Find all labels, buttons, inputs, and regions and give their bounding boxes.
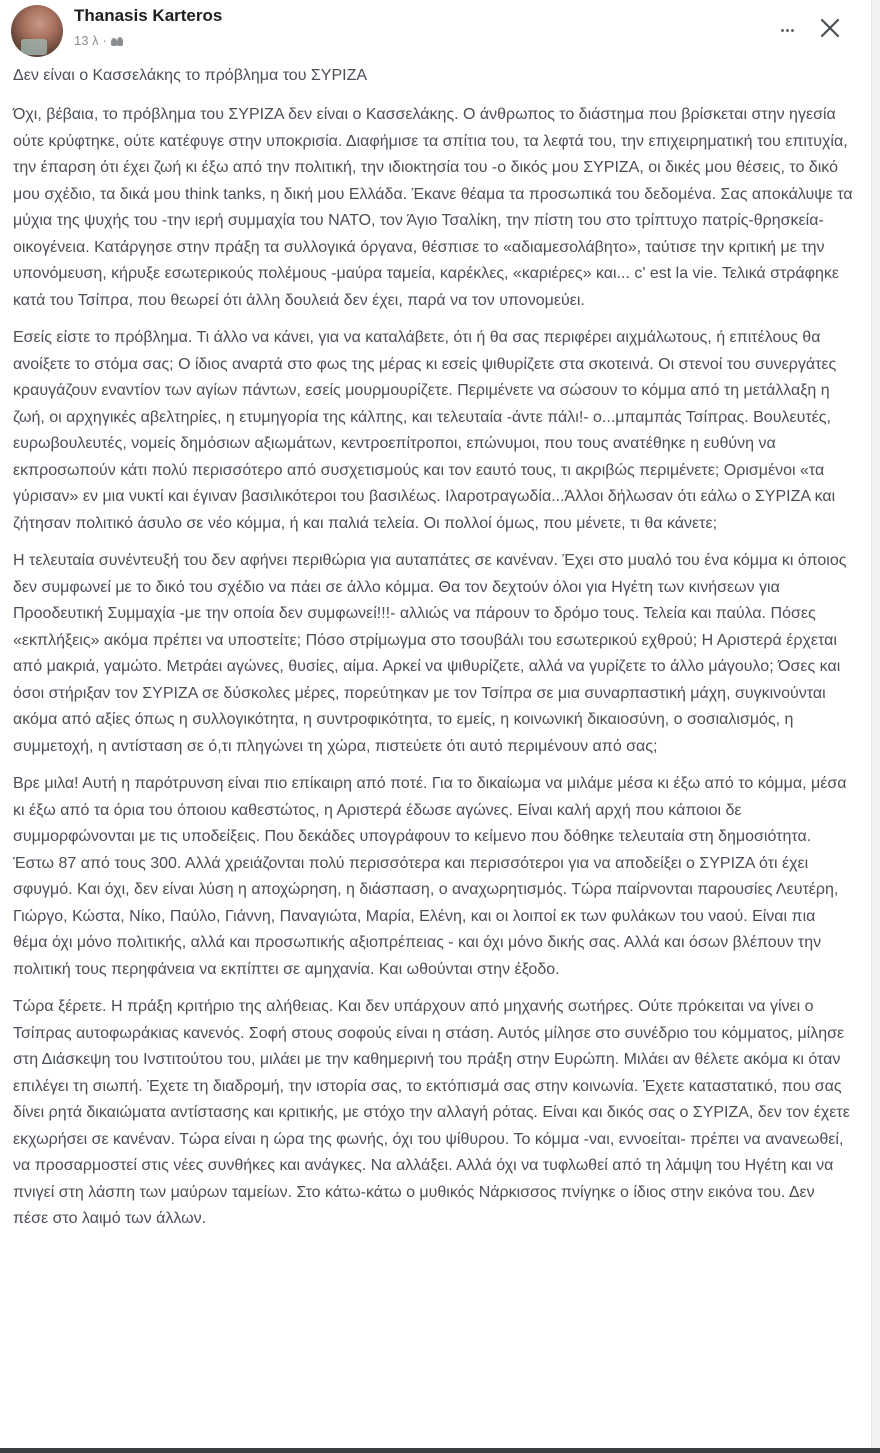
author-name[interactable]: Thanasis Karteros xyxy=(74,6,223,25)
post-paragraph: Τώρα ξέρετε. Η πράξη κριτήριο της αλήθειας. Και δεν υπάρχουν από μηχανής σωτήρες. Ούτε πρόκειται να γίνει ο Τσίπρας αυτοφωράκιας κανενός. Σοφή στους σοφούς είναι η στάση. Αυτός μίλησε στο συνέδριο του κόμματος, μίλησε στη Διάσκεψη του Ινστιτούτου του, μιλάει με την καθημερινή του πράξη στην Ευρώπη. Μιλάει αν θέλετε ακόμα κι όταν επιλέγει τη σιωπή. Έχετε τη διαδρομή, την ιστορία σας, το εκτόπισμά σας στην κοινωνία. Έχετε καταστατικό, που σας δίνει ρητά δικαιώματα αντίστασης και κριτικής, με στόχο την αλλαγή ρότας. Είναι και δικός σας ο ΣΥΡΙΖΑ, δεν τον έχετε εκχωρήσει σε κανέναν. Τώρα είναι η ώρα της φωνής, όχι του ψίθυρου. Το κόμμα -ναι, εννοείται- πρέπει να ανανεωθεί, να προσαρμοστεί στις νέες συνθήκες και ανάγκες. Να αλλάξει. Αλλά όχι να τυφλωθεί από τη λάμψη του Ηγέτη και να πνιγεί στη λάσπη των μαύρων ταμείων. Στο κάτω-κάτω ο μυθικός Νάρκισσος πνίγηκε ο ίδιος στην εικόνα του. Δεν πέσε στο λαιμό των άλλων. xyxy=(13,998,850,1227)
post-paragraph: Βρε μιλα! Αυτή η παρότρυνση είναι πιο επίκαιρη από ποτέ. Για το δικαίωμα να μιλάμε μέσα κι έξω από το κόμμα, μέσα κι έξω από τα όρια του όποιου καθεστώτος, η Αριστερά έδωσε αγώνες. Είναι καλή αρχή που κάποιοι δε συμμορφώνονται με τις υποδείξεις. Που δεκάδες υπογράφουν το κείμενο που δόθηκε τελευταία στη δημοσιότητα. Έστω 87 από τους 300. Αλλά χρειάζονται πολύ περισσότερα και περισσότεροι για να αποδείξει ο ΣΥΡΙΖΑ ότι έχει σφυγμό. Και όχι, δεν είναι λύση η αποχώρηση, η διάσπαση, ο αναχωρητισμός. Τώρα παίρνονται παρουσίες Λευτέρη, Γιώργο, Κώστα, Νίκο, Παύλο, Γιάννη, Παναγιώτα, Μαρία, Ελένη, και οι λοιποί εκ των φυλάκων του ναού. Είναι πια θέμα όχι μόνο πολιτικής, αλλά και προσωπικής αξιοπρέπειας - και όχι μόνο δικής σας. Αλλά και όσων βλέπουν την πολιτική τους περηφάνεια να εκπίπτει σε αμηχανία. Και ωθούνται στην έξοδο. xyxy=(13,775,847,978)
post-paragraph: Όχι, βέβαια, το πρόβλημα του ΣΥΡΙΖΑ δεν είναι ο Κασσελάκης. Ο άνθρωπος το διάστημα που βρίσκεται στην ηγεσία ούτε κρύφτηκε, ούτε κατέφυγε στην υποκρισία. Διαφήμισε τα σπίτια του, τα λεφτά του, την επιχειρηματική του επιτυχία, την έπαρση ότι έχει ζωή κι έξω από την πολιτική, την ιδιοκτησία του -ο δικός μου ΣΥΡΙΖΑ, οι δικές μου θέσεις, το δικό μου σχέδιο, τα δικά μου think tanks, η δική μου Ελλάδα. Έκανε θέαμα τα προσωπικά του δεδομένα. Σας αποκάλυψε τα μύχια της ψυχής του -την ιερή συμμαχία του ΝΑΤΟ, τον Άγιο Τσαλίκη, την πίστη του στο τρίπτυχο πατρίς-θρησκεία-οικογένεια. Κατάργησε στην πράξη τα συλλογικά όργανα, θέσπισε το «αδιαμεσολάβητο», ταύτισε την κριτική με την υπονόμευση, κήρυξε εσωτερικούς πολέμους -μαύρα ταμεία, καρέκλες, «καριέρες» και... c' est la vie. Τελικά στράφηκε κατά του Τσίπρα, που θεωρεί ότι άλλη δουλειά δεν έχει, παρά να τον υπονομεύει. xyxy=(13,106,853,309)
more-horizontal-icon xyxy=(781,29,784,32)
bottom-bar xyxy=(0,1448,880,1453)
post-paragraph: Η τελευταία συνέντευξή του δεν αφήνει περιθώρια για αυταπάτες σε κανέναν. Έχει στο μυαλό του ένα κόμμα κι όποιος δεν συμφωνεί με το δικό του σχέδιο να πάει σε άλλο κόμμα. Θα τον δεχτούν όλοι για Ηγέτη των κινήσεων για Προοδευτική Συμμαχία -με την οποία δεν συμφωνεί!!!- αλλιώς να πάρουν το δρόμο τους. Τελεία και παύλα. Πόσες «εκπλήξεις» ακόμα πρέπει να υποστείτε; Πόσο στρίμωγμα στο τσουβάλι του εσωτερικού εχθρού; Η Αριστερά έρχεται από μακριά, γαμώτο. Μετράει αγώνες, θυσίες, αίμα. Αρκεί να ψιθυρίζετε, αλλά να γυρίζετε το άλλο μάγουλο; Όσες και όσοι στήριξαν τον ΣΥΡΙΖΑ σε δύσκολες μέρες, πορεύτηκαν με τον Τσίπρα σε μια συναρπαστική μάχη, συγκινούνται ακόμα από αξίες όπως η συλλογικότητα, η συντροφικότητα, το εμείς, η κοινωνική δικαιοσύνη, ο σοσιαλισμός, η συμμετοχή, η αντίσταση σε ό,τι πληγώνει τη χώρα, πιστεύετε ότι αυτό περιμένουν από σας; xyxy=(13,552,847,755)
scrollbar-track[interactable] xyxy=(871,0,880,1453)
post-header xyxy=(0,0,872,62)
post-time[interactable]: 13 λ xyxy=(74,33,99,48)
more-dot xyxy=(791,29,794,32)
post-paragraph: Εσείς είστε το πρόβλημα. Τι άλλο να κάνει, για να καταλάβετε, ότι ή θα σας περιφέρει αιχμάλωτους, ή επιτέλους θα ανοίξετε το στόμα σας; Ο ίδιος αναρτά στο φως της μέρας κι εσείς ψιθυρίζετε στα σκοτεινά. Οι στενοί του συνεργάτες κραυγάζουν εναντίον των αγίων πάντων, εσείς μουρμουρίζετε. Περιμένετε να σώσουν το κόμμα από τη μετάλλαξη η ζωή, οι αρχηγικές αβελτηρίες, η ετυμηγορία της κάλπης, και τελευταία -άντε πάλι!- ο...μπαμπάς Τσίπρας. Βουλευτές, ευρωβουλευτές, νομείς δημόσιων αξιωμάτων, κεντροεπίτροποι, επώνυμοι, που τους ανατέθηκε η ευθύνη να εκπροσωπούν κάτι πολύ περισσότερο από συσχετισμούς και τον εαυτό τους, τι ακριβώς περιμένετε; Ορισμένοι «τα γύρισαν» εν μια νυκτί και έγιναν βασιλικότεροι του βασιλέως. Ιλαροτραγωδία...Άλλοι δήλωσαν ότι εάλω ο ΣΥΡΙΖΑ και ζήτησαν πολιτικό άσυλο σε νέο κόμμα, ή και παλιά τελεία. Οι πολλοί όμως, που μένετε, τι θα κάνετε; xyxy=(13,329,837,532)
more-dot xyxy=(786,29,789,32)
close-button[interactable] xyxy=(814,12,846,44)
close-icon xyxy=(814,12,846,44)
post-title: Δεν είναι ο Κασσελάκης το πρόβλημα του ΣΥΡΙΖΑ xyxy=(13,67,368,84)
friends-icon[interactable] xyxy=(111,36,123,46)
post-meta xyxy=(74,33,123,48)
post-body xyxy=(13,102,853,1244)
meta-separator: · xyxy=(102,33,107,48)
more-options-button[interactable] xyxy=(772,20,802,40)
author-avatar[interactable] xyxy=(11,5,63,57)
